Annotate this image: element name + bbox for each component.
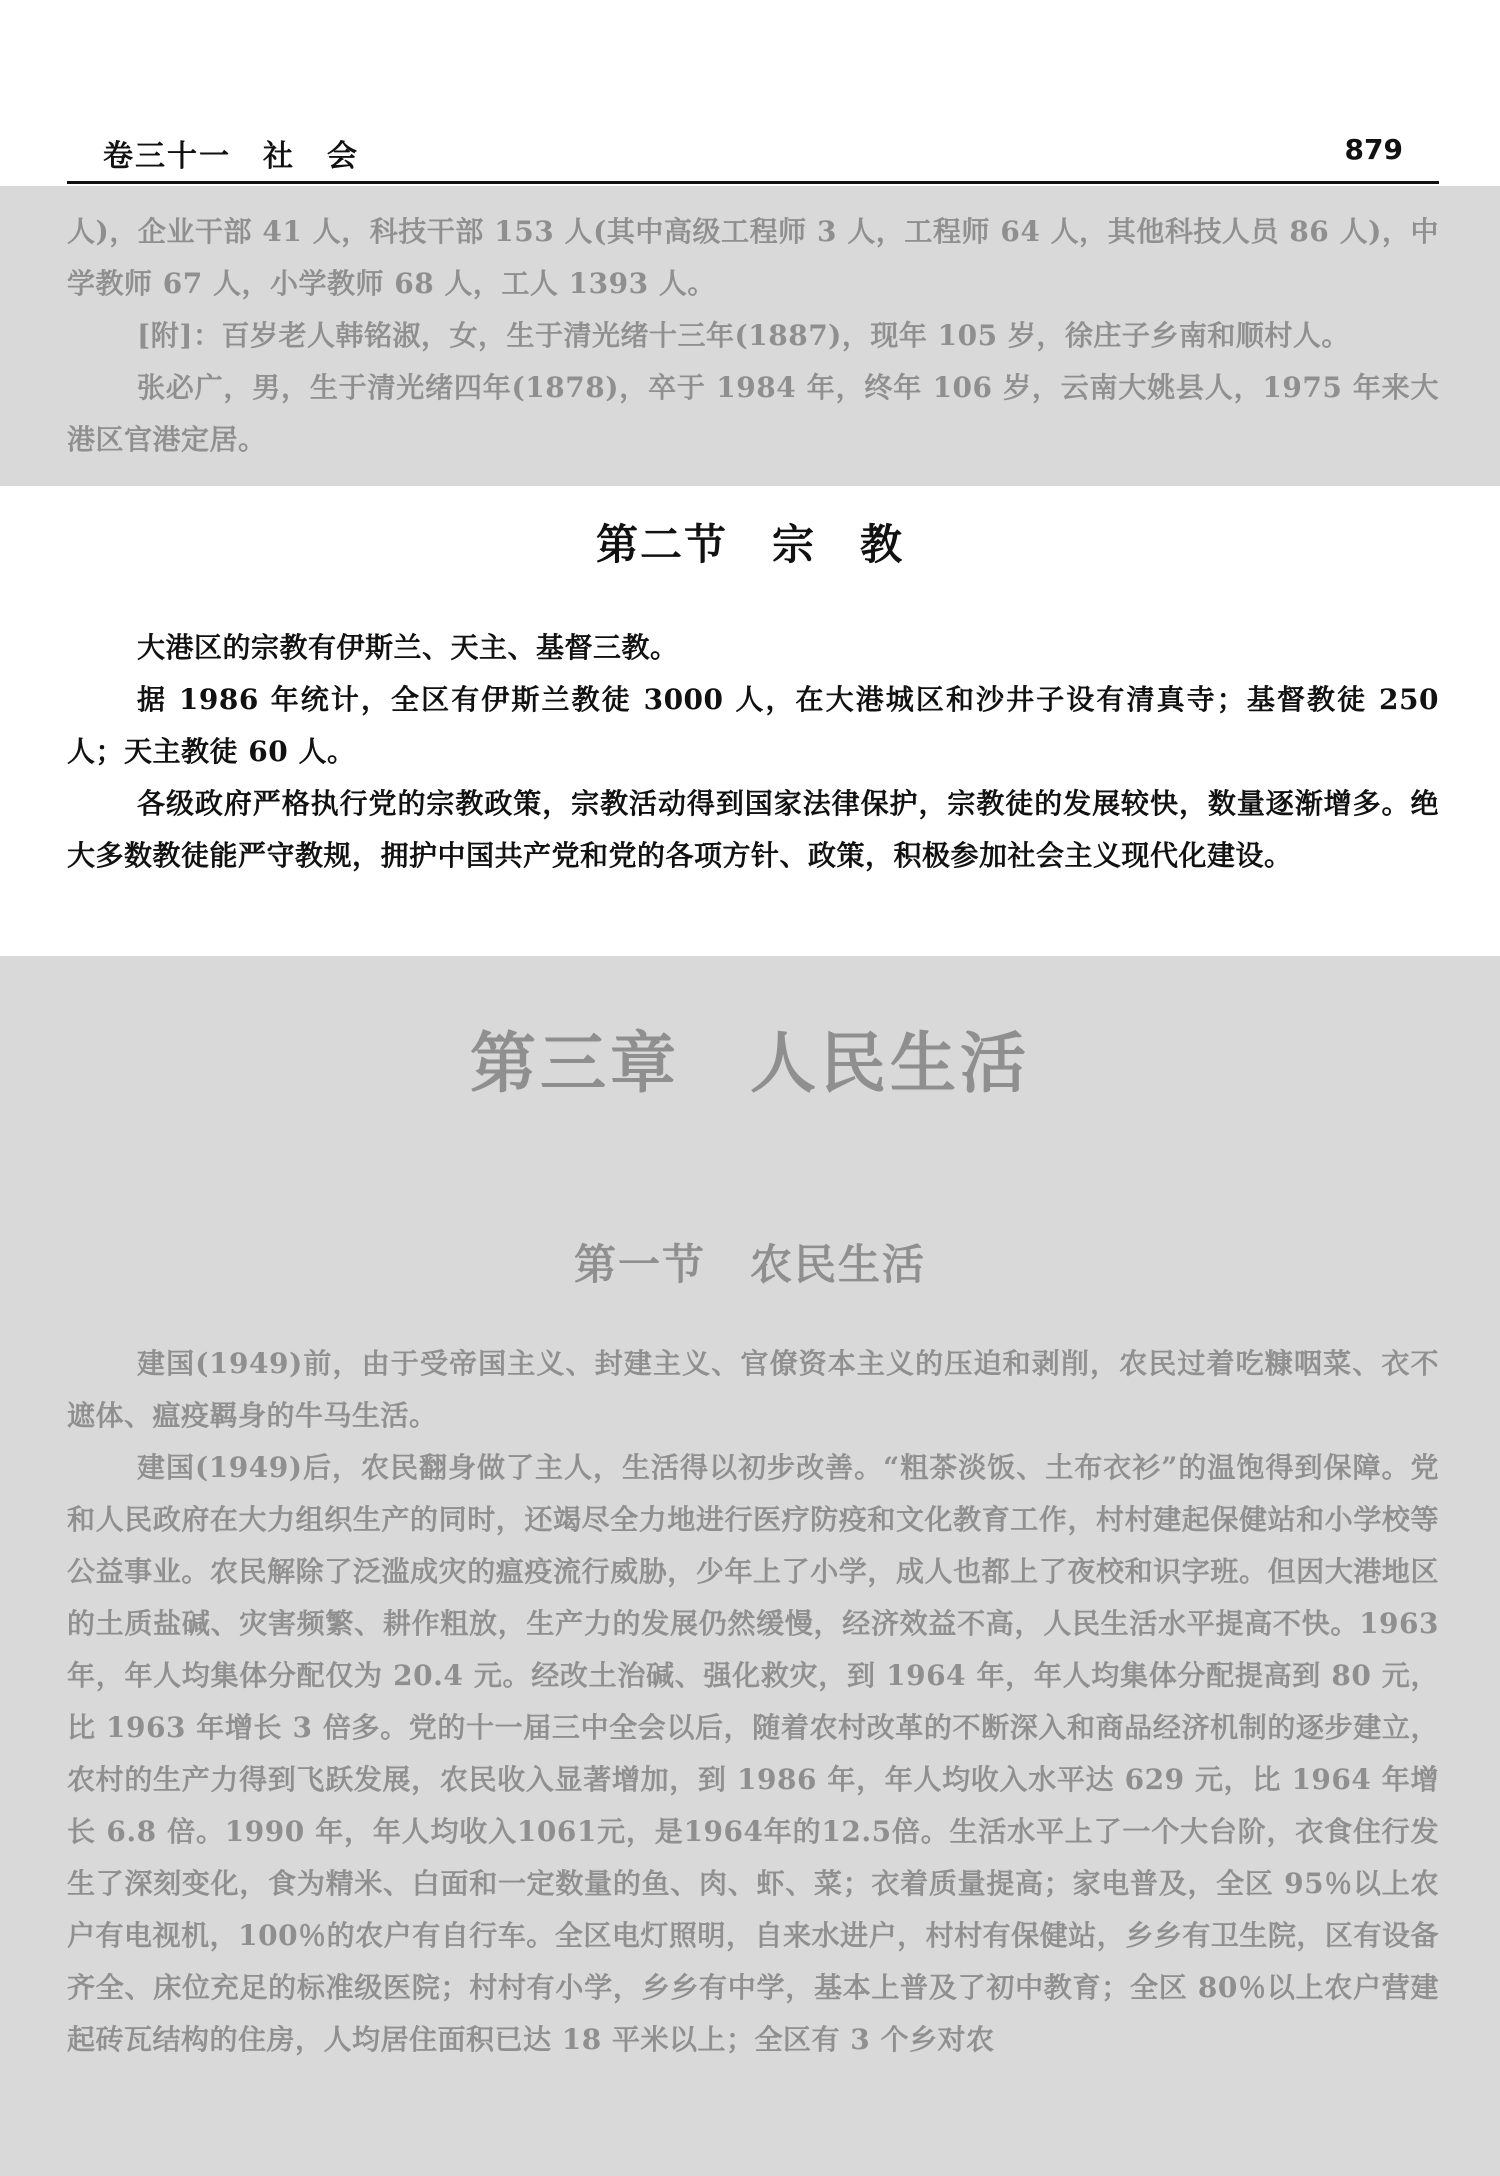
page-number: 879 [1344, 133, 1403, 166]
section-title-farmers: 第一节 农民生活 [573, 1240, 926, 1289]
chapter-title: 第三章 人民生活 [470, 1025, 1030, 1102]
paragraph-religion-2: 据 1986 年统计，全区有伊斯兰教徒 3000 人，在大港城区和沙井子设有清真寺；基督教徒 250 人；天主教徒 60 人。 [67, 683, 1439, 768]
paragraph-centenarian-1: [附]：百岁老人韩铭淑，女，生于清光绪十三年(1887)，现年 105 岁，徐庄子乡南和顺村人。 [137, 319, 1350, 352]
paragraph-farmers-1: 建国(1949)前，由于受帝国主义、封建主义、官僚资本主义的压迫和剥削，农民过着吃糠咽菜、衣不遮体、瘟疫羁身的牛马生活。 [67, 1347, 1439, 1432]
paragraph-religion-1: 大港区的宗教有伊斯兰、天主、基督三教。 [137, 631, 679, 664]
section-title-religion: 第二节 宗 教 [595, 520, 904, 569]
paragraph-staff-counts: 人)，企业干部 41 人，科技干部 153 人(其中高级工程师 3 人，工程师 64 人，其他科技人员 86 人)，中学教师 67 人，小学教师 68 人，工人 1393 人。 [67, 215, 1439, 300]
running-header [67, 125, 1439, 184]
paragraph-farmers-2: 建国(1949)后，农民翻身做了主人，生活得以初步改善。“粗茶淡饭、土布衣衫”的温饱得到保障。党和人民政府在大力组织生产的同时，还竭尽全力地进行医疗防疫和文化教育工作，村村建起保健站和小学校等公益事业。农民解除了泛滥成灾的瘟疫流行威胁，少年上了小学，成人也都上了夜校和识字班。但因大港地区的土质盐碱、灾害频繁、耕作粗放，生产力的发展仍然缓慢，经济效益不高，人民生活水平提高不快。1963 年，年人均集体分配仅为 20.4 元。经改土治碱、强化救灾，到 1964 年，年人均集体分配提高到 80 元，比 1963 年增长 3 倍多。党的十一届三中全会以后，随着农村改革的不断深入和商品经济机制的逐步建立，农村的生产力得到飞跃发展，农民收入显著增加，到 1986 年，年人均收入水平达 629 元，比 1964 年增长 6.8 倍。1990 年，年人均收入1061元，是1964年的12.5倍。生活水平上了一个大台阶，衣食住行发生了深刻变化，食为精米、白面和一定数量的鱼、肉、虾、菜；衣着质量提高；家电普及，全区 95％以上农户有电视机，100％的农户有自行车。全区电灯照明，自来水进户，村村有保健站，乡乡有卫生院，区有设备齐全、床位充足的标准级医院；村村有小学，乡乡有中学，基本上普及了初中教育；全区 80％以上农户营建起砖瓦结构的住房，人均居住面积已达 18 平米以上；全区有 3 个乡对农 [67, 1451, 1439, 2056]
paragraph-religion-3: 各级政府严格执行党的宗教政策，宗教活动得到国家法律保护，宗教徒的发展较快，数量逐渐增多。绝大多数教徒能严守教规，拥护中国共产党和党的各项方针、政策，积极参加社会主义现代化建设。 [67, 787, 1439, 872]
volume-title: 卷三十一 社 会 [103, 139, 359, 174]
paragraph-centenarian-2: 张必广，男，生于清光绪四年(1878)，卒于 1984 年，终年 106 岁，云南大姚县人，1975 年来大港区官港定居。 [67, 371, 1439, 456]
